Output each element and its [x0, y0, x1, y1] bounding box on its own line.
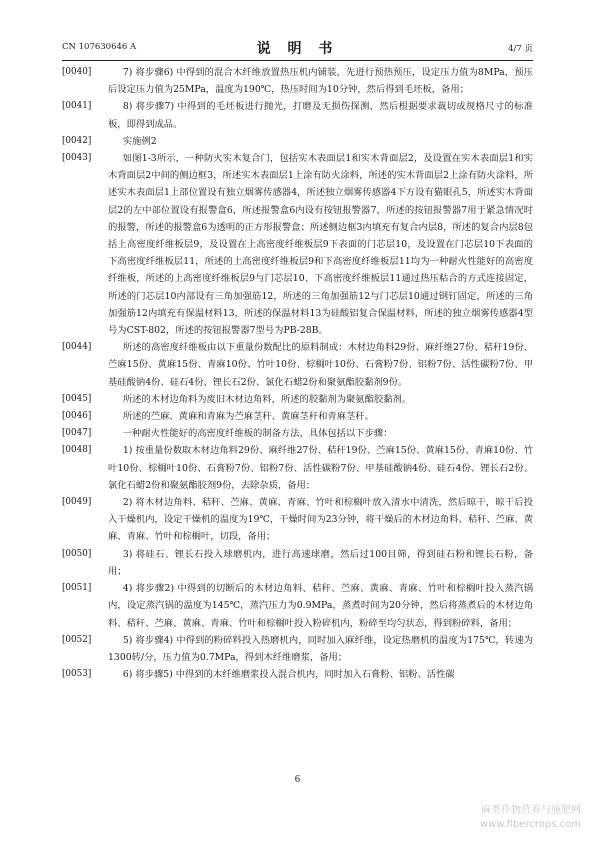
paragraph-number: [0053] [62, 669, 92, 680]
paragraph [62, 150, 533, 339]
paragraph-number: [0042] [62, 135, 92, 146]
paragraph [62, 632, 533, 666]
header-divider [62, 60, 533, 61]
paragraph-number: [0047] [62, 428, 92, 439]
paragraph [62, 339, 533, 391]
paragraph [62, 408, 533, 425]
paragraph-text: 6) 将步骤5) 中得到的木纤维磨浆投入混合机内，同时加入石膏粉、铝粉、活性碳 [122, 669, 455, 681]
paragraph [62, 666, 533, 683]
page-number: 6 [294, 775, 301, 785]
paragraph [62, 133, 533, 150]
paragraph [62, 442, 533, 494]
paragraph-text: 5) 将步骤4) 中得到的粉碎料投入热磨机内，同时加入麻纤维，设定热磨机的温度为175℃，转速为1300转/分，压力值为0.7MPa，得到木纤维磨浆，备用； [108, 634, 533, 663]
paragraph-text: 所述的高密度纤维板由以下重量份数配比的原料制成：木材边角料29份、麻纤维27份、秸秆19份、苎麻15份、黄麻15份、青麻10份、竹叶10份、棕榈叶10份、石膏粉7份、铝粉7份、活性碳粉7份、甲基硅酸钠4份、硅石4份、锂长石2份、氯化石蜡2份和聚氨酯胶黏剂9份。 [108, 342, 533, 388]
watermark [480, 804, 581, 832]
patent-number: CN 107630646 A [62, 42, 137, 52]
paragraph-text: 4) 将步骤2) 中得到的切断后的木材边角料、秸秆、苎麻、黄麻、青麻、竹叶和棕榈叶投入蒸汽锅内，设定蒸汽锅的温度为145℃，蒸汽压力为0.9MPa，蒸煮时间为20分钟，然后将蒸煮后的木材边角料、秸秆、苎麻、黄麻、青麻、竹叶和棕榈叶投入粉碎机内，粉碎至均匀状态，得到粉碎料，备用； [108, 583, 533, 629]
paragraph-text: 2) 将木材边角料、秸秆、苎麻、黄麻、青麻、竹叶和棕榈叶放入清水中清洗，然后晾干，晾干后投入干燥机内，设定干燥机的温度为19℃，干燥时间为23分钟，将干燥后的木材边角料、秸秆、苎麻、黄麻、青麻、竹叶和棕榈叶，切段，备用； [108, 497, 533, 543]
paragraph [62, 391, 533, 408]
paragraph-text: 1) 按重量份数取木材边角料29份、麻纤维27份、秸秆19份、苎麻15份、黄麻15份、青麻10份、竹叶10份、棕榈叶10份、石膏粉7份、铝粉7份、活性碳粉7份、甲基硅酸钠4份、硅石4份、锂长石2份、氯化石蜡2份和聚氨酯胶剂9份，去除杂质，备用； [108, 445, 533, 491]
paragraph-text: 如图1-3所示，一种防火实木复合门，包括实木表面层1和实木背面层2，及设置在实木表面层1和实木背面层2中间的侧边框3，所述实木表面层1上涂有防火涂料，所述的实木背面层2上涂有防火涂料，所述实木表面层1上部位置设有独立烟雾传感器4，所述独立烟雾传感器4下方设有猫眼孔5，所述实木背面层2的左中部位置设有报警盒6，所述报警盒6内设有按钮报警器7，所述的按钮报警器7用于紧急情况时的报警，所述的报警盒6为透明的正方形报警盒；所述侧边框3内填充有复合内层8，所述的复合内层8包括上高密度纤维板层9，及设置在上高密度纤维板层9下表面的门芯层10，及设置在门芯层10下表面的下高密度纤维板层11，所述的上高密度纤维板层9和下高密度纤维板层11均为一种耐火性能好的高密度纤维板，所述的上高密度纤维板层9与门芯层10、下高密度纤维板层11通过热压粘合的方式连接固定，所述的门芯层10内部设有三角加强筋12，所述的三角加强筋12与门芯层10通过钢钉固定，所述的三角加强筋12内填充有保温材料13，所述的保温材料13为硅酸铝复合保温材料，所述的独立烟雾传感器4型号为CST-802，所述的按钮报警器7型号为PB-28B。 [108, 153, 533, 337]
paragraph [62, 580, 533, 632]
paragraph [62, 98, 533, 132]
paragraph-number: [0044] [62, 342, 92, 353]
paragraph-text: 一种耐火性能好的高密度纤维板的制备方法，具体包括以下步骤： [122, 428, 393, 440]
paragraph-text: 7) 将步骤6) 中得到的混合木纤维放置热压机内铺装，先进行预热预压，设定压力值为8MPa，预压后设定压力值为25MPa，温度为190℃，热压时间为10分钟，然后得到毛坯板，备用； [108, 67, 533, 96]
paragraph-number: [0040] [62, 67, 92, 77]
paragraph-number: [0045] [62, 393, 92, 404]
paragraph-text: 实施例2 [122, 135, 157, 147]
document-body [62, 64, 533, 683]
paragraph-text: 3) 将硅石、锂长石投入球磨机内，进行高速球磨，然后过100目筛，得到硅石粉和锂长石粉，备用； [108, 548, 533, 577]
paragraph-number: [0046] [62, 411, 92, 422]
paragraph-number: [0051] [62, 583, 92, 594]
paragraph [62, 64, 533, 98]
paragraph-text: 所述的木材边角料为废旧木材边角料，所述的胶黏剂为聚氨酯胶黏剂。 [122, 393, 412, 405]
paragraph-number: [0050] [62, 548, 92, 559]
paragraph-number: [0041] [62, 101, 92, 112]
page-header [62, 38, 533, 60]
paragraph [62, 425, 533, 442]
paragraph-number: [0052] [62, 634, 92, 645]
paragraph-text: 所述的苎麻、黄麻和青麻为苎麻茎秆、黄麻茎秆和青麻茎秆。 [122, 411, 374, 423]
watermark-url: www.fibercrops.com [479, 819, 581, 830]
page-reference: 4/7 页 [508, 44, 533, 54]
paragraph-text: 8) 将步骤7) 中得到的毛坯板进行抛光，打磨及无损伤探测，然后根据要求裁切成规格尺寸的标准板，即得到成品。 [108, 101, 533, 130]
paragraph [62, 494, 533, 546]
watermark-site-name: 麻类作物营养与施肥网 [481, 805, 581, 816]
paragraph-number: [0048] [62, 445, 92, 456]
paragraph-number: [0043] [62, 153, 92, 164]
paragraph-number: [0049] [62, 497, 92, 508]
document-title: 说 明 书 [256, 41, 339, 57]
paragraph [62, 546, 533, 580]
